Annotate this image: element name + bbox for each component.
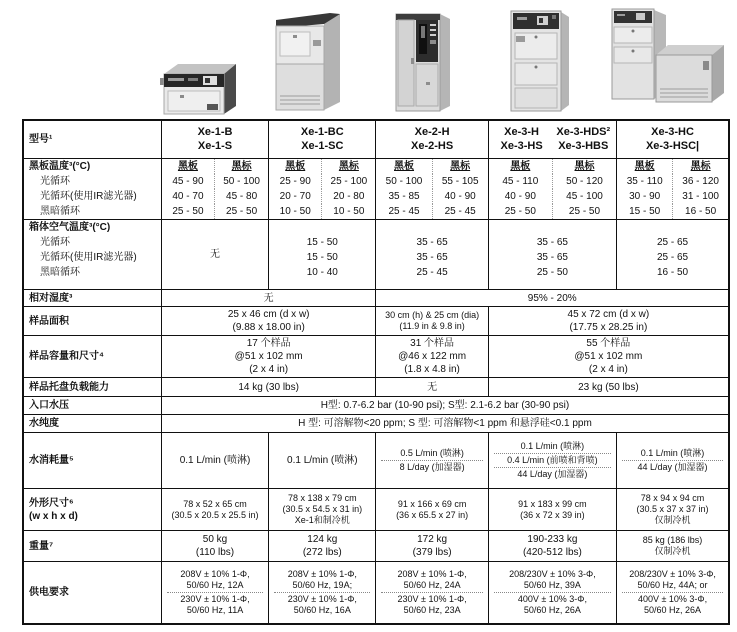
model-name: Xe-1-SC — [301, 140, 344, 153]
temp-value: 45 - 100 — [552, 189, 616, 204]
col-header-text: 黑板 — [177, 160, 198, 172]
temp-value: 16 - 50 — [617, 265, 729, 290]
temp-value: 45 - 110 — [488, 174, 552, 189]
value-line: 55 个样品 — [586, 338, 631, 349]
water-consumption-cell — [376, 433, 488, 489]
value-line: 仅制冷机 — [654, 515, 691, 525]
col-header — [617, 158, 673, 174]
value-line: 0.1 L/min (喷淋) — [179, 455, 251, 466]
value-line: 50/60 Hz, 26A — [644, 604, 702, 615]
row-label-light-cycle: 光循环 — [40, 237, 70, 248]
value-line: 172 kg — [417, 534, 448, 545]
value-line: 91 x 183 x 99 cm — [518, 498, 587, 509]
row-water-purity — [23, 415, 729, 433]
temp-value: 50 - 100 — [215, 174, 269, 189]
empty-cell — [269, 219, 376, 235]
col-header — [322, 158, 376, 174]
row-dimensions — [23, 489, 729, 531]
value-line: 50/60 Hz, 12A — [186, 579, 244, 590]
model-name: Xe-2-HS — [411, 140, 454, 153]
row-label-models: 型号¹ — [23, 120, 161, 158]
row-label-weight: 重量⁷ — [23, 531, 161, 562]
value-line: 50/60 Hz, 19A; — [292, 579, 353, 590]
temp-value: 45 - 80 — [215, 189, 269, 204]
water-purity-cell: H 型: 可溶解物<20 ppm; S 型: 可溶解物<1 ppm 和悬浮硅<0.1 ppm — [161, 415, 729, 433]
model-name: Xe-2-H — [414, 126, 450, 139]
empty-cell — [488, 219, 616, 235]
temp-value: 45 - 90 — [161, 174, 214, 189]
temp-value: 25 - 45 — [376, 204, 432, 220]
temp-value: 25 - 50 — [161, 204, 214, 220]
row-label-humidity: 相对湿度³ — [23, 290, 161, 307]
value-line: (17.75 x 28.25 in) — [569, 322, 648, 333]
temp-value: 15 - 50 — [269, 235, 376, 250]
col-header-text: 黑标 — [690, 160, 711, 172]
dotted-divider — [167, 592, 263, 593]
value-line: 400V ± 10% 3-Φ, — [517, 593, 587, 604]
inlet-pressure-cell: H型: 0.7-6.2 bar (10-90 psi); S型: 2.1-6.2 bar (30-90 psi) — [161, 397, 729, 415]
value-line: 0.1 L/min (喷淋) — [287, 455, 358, 466]
specimen-capacity-cell — [488, 336, 729, 378]
temp-value: 10 - 50 — [322, 204, 376, 220]
value-line: 208V ± 10% 1-Φ, — [287, 568, 357, 579]
row-weight — [23, 531, 729, 562]
value-line: 44 L/day (加湿器) — [517, 469, 588, 479]
value-line: 0.1 L/min (喷淋) — [520, 441, 585, 451]
value-line: 208/230V ± 10% 3-Φ, — [509, 568, 596, 579]
dimensions-cell — [161, 489, 268, 531]
temp-value: 35 - 65 — [376, 250, 488, 265]
dimensions-cell — [617, 489, 729, 531]
row-inlet-pressure — [23, 397, 729, 415]
temp-value: 36 - 120 — [673, 174, 729, 189]
row-airtemp-dark — [23, 265, 729, 290]
value-line: 仅制冷机 — [654, 546, 691, 556]
value-line: 85 kg (186 lbs) — [642, 535, 703, 545]
temp-value: 35 - 65 — [488, 250, 616, 265]
temp-value: 25 - 45 — [376, 265, 488, 290]
model-name: Xe-3-HC — [651, 126, 694, 139]
value-line: (30.5 x 20.5 x 25.5 in) — [171, 509, 259, 520]
row-blackpanel-header — [23, 158, 729, 174]
spec-table — [22, 119, 730, 625]
row-label-light-cycle: 光循环 — [40, 175, 70, 187]
dimensions-cell — [376, 489, 488, 531]
dotted-divider — [274, 592, 370, 593]
machine-photo-xe3-chamber — [503, 5, 575, 117]
product-photos-strip — [0, 0, 737, 119]
col-header-text: 黑板 — [285, 160, 306, 172]
temp-value: 15 - 50 — [269, 250, 376, 265]
temp-value: 31 - 100 — [673, 189, 729, 204]
col-header — [215, 158, 269, 174]
value-line: 50/60 Hz, 11A — [186, 604, 244, 615]
col-header-text: 黑标 — [574, 160, 595, 172]
model-name: Xe-1-S — [197, 140, 233, 153]
value-line: 50/60 Hz, 44A; or — [637, 579, 708, 590]
model-name: Xe-1-BC — [300, 126, 344, 139]
value-line: (11.9 in & 9.8 in) — [399, 321, 465, 331]
temp-value: 40 - 90 — [432, 189, 488, 204]
power-cell — [617, 562, 729, 624]
cell-models-xe1c — [269, 120, 376, 158]
model-name: Xe-3-HDS² — [556, 126, 611, 139]
row-label-specimen-area: 样品面积 — [23, 307, 161, 336]
value-line: 230V ± 10% 1-Φ, — [397, 593, 467, 604]
temp-value: 30 - 90 — [617, 189, 673, 204]
temp-value: 10 - 40 — [269, 265, 376, 290]
col-header — [161, 158, 214, 174]
weight-cell — [376, 531, 488, 562]
row-relative-humidity — [23, 290, 729, 307]
row-label-power: 供电要求 — [23, 562, 161, 624]
row-airtemp-header — [23, 219, 729, 235]
empty-cell — [376, 219, 488, 235]
humidity-range-cell: 95% - 20% — [376, 290, 729, 307]
row-water-consumption — [23, 433, 729, 489]
value-line: (379 lbs) — [412, 547, 452, 558]
row-label-water-purity: 水纯度 — [23, 415, 161, 433]
temp-value: 10 - 50 — [269, 204, 322, 220]
weight-cell — [161, 531, 268, 562]
dimensions-cell — [488, 489, 616, 531]
row-blackpanel-light-ir — [23, 189, 729, 204]
value-line: (420-512 lbs) — [522, 547, 582, 558]
row-tray-load — [23, 378, 729, 397]
dotted-divider — [381, 592, 482, 593]
model-name: Xe-3-HS — [500, 140, 543, 153]
model-name: Xe-3-HSC| — [645, 140, 700, 153]
col-header-text: 黑板 — [394, 160, 415, 172]
water-consumption-cell — [617, 433, 729, 489]
row-label-water-consumption: 水消耗量⁵ — [23, 433, 161, 489]
row-specimen-area — [23, 307, 729, 336]
humidity-none-cell: 无 — [161, 290, 376, 307]
temp-value: 50 - 100 — [376, 174, 432, 189]
temp-value: 35 - 65 — [488, 235, 616, 250]
dotted-divider — [622, 460, 723, 461]
power-cell — [269, 562, 376, 624]
value-line: 400V ± 10% 3-Φ, — [637, 593, 708, 604]
dimensions-cell — [269, 489, 376, 531]
machine-photo-xe2-chamber — [388, 8, 456, 118]
value-line: 50/60 Hz, 39A — [523, 579, 581, 590]
col-header-text: 黑标 — [338, 160, 359, 172]
col-header — [269, 158, 322, 174]
temp-value: 20 - 80 — [322, 189, 376, 204]
col-header — [376, 158, 432, 174]
tray-load-cell: 14 kg (30 lbs) — [161, 378, 376, 397]
value-line: 8 L/day (加湿器) — [399, 462, 465, 472]
value-line: 124 kg — [307, 534, 338, 545]
specimen-area-cell — [161, 307, 376, 336]
value-line: (36 x 65.5 x 27 in) — [396, 509, 469, 520]
temp-value: 40 - 70 — [161, 189, 214, 204]
tray-load-cell: 23 kg (50 lbs) — [488, 378, 729, 397]
temp-value: 25 - 50 — [552, 204, 616, 220]
value-line: 208V ± 10% 1-Φ, — [397, 568, 467, 579]
value-line: 50/60 Hz, 23A — [403, 604, 461, 615]
temp-value: 25 - 90 — [269, 174, 322, 189]
temp-value: 40 - 90 — [488, 189, 552, 204]
value-line: 190-233 kg — [527, 534, 578, 545]
row-label-blackpanel-temp: 黑板温度³(°C) — [23, 158, 161, 174]
cell-models-xe3 — [488, 120, 616, 158]
value-line: 0.4 L/min (前喷和背喷) — [507, 455, 598, 465]
power-cell — [161, 562, 268, 624]
temp-value: 25 - 65 — [617, 250, 729, 265]
row-models — [23, 120, 729, 158]
col-header — [673, 158, 729, 174]
cell-models-xe1 — [161, 120, 268, 158]
row-label-inlet-pressure: 入口水压 — [23, 397, 161, 415]
value-line: (2 x 4 in) — [249, 364, 289, 375]
value-line: 208V ± 10% 1-Φ, — [180, 568, 250, 579]
row-airtemp-light-ir — [23, 250, 729, 265]
value-line: 50/60 Hz, 24A — [403, 579, 461, 590]
value-line: 17 个样品 — [246, 338, 291, 349]
value-line: 45 x 72 cm (d x w) — [567, 309, 650, 320]
specimen-area-cell — [488, 307, 729, 336]
machine-photo-xe1c-with-chiller — [266, 8, 352, 116]
water-consumption-cell — [269, 433, 376, 489]
temp-value: 55 - 105 — [432, 174, 488, 189]
value-line: (110 lbs) — [195, 547, 235, 558]
weight-cell — [269, 531, 376, 562]
value-line: 44 L/day (加湿器) — [637, 462, 708, 472]
row-blackpanel-light — [23, 174, 729, 189]
machine-photo-xe1-benchtop — [158, 58, 242, 116]
value-line: 230V ± 10% 1-Φ, — [287, 593, 357, 604]
value-line: (2 x 4 in) — [588, 364, 628, 375]
temp-value: 25 - 45 — [432, 204, 488, 220]
row-label-dimensions — [23, 489, 161, 531]
row-label-dark-cycle: 黑暗循环 — [40, 267, 80, 278]
col-header-text: 黑板 — [634, 160, 655, 172]
power-cell — [376, 562, 488, 624]
machine-photo-xe3hc-with-chiller — [606, 5, 730, 119]
value-line: (1.8 x 4.8 in) — [404, 364, 460, 375]
temp-value: 25 - 50 — [215, 204, 269, 220]
airtemp-none-cell: 无 — [161, 219, 268, 290]
value-line: (w x h x d) — [29, 510, 78, 522]
temp-value: 35 - 85 — [376, 189, 432, 204]
value-line: 外形尺寸⁶ — [29, 497, 74, 509]
value-line: 230V ± 10% 1-Φ, — [180, 593, 250, 604]
dotted-divider — [494, 453, 611, 454]
temp-value: 35 - 65 — [376, 235, 488, 250]
value-line: (9.88 x 18.00 in) — [232, 322, 305, 333]
value-line: (272 lbs) — [302, 547, 342, 558]
tray-load-cell: 无 — [376, 378, 488, 397]
model-name: Xe-3-H — [504, 126, 539, 139]
temp-value: 16 - 50 — [673, 204, 729, 220]
value-line: (30.5 x 37 x 37 in) — [636, 504, 709, 514]
row-label-tray-load: 样品托盘负载能力 — [23, 378, 161, 397]
specimen-area-cell — [376, 307, 488, 336]
col-header-text: 黑标 — [231, 160, 252, 172]
water-consumption-cell — [488, 433, 616, 489]
temp-value: 25 - 50 — [488, 204, 552, 220]
value-line: 78 x 94 x 94 cm — [640, 493, 705, 503]
weight-cell — [617, 531, 729, 562]
dotted-divider — [494, 467, 611, 468]
model-name: Xe-3-HBS — [558, 140, 609, 153]
dotted-divider — [381, 460, 482, 461]
value-line: 50/60 Hz, 16A — [293, 604, 351, 615]
temp-value: 25 - 65 — [617, 235, 729, 250]
empty-cell — [617, 219, 729, 235]
value-line: @51 x 102 mm — [574, 351, 643, 362]
value-line: @46 x 122 mm — [398, 351, 467, 362]
weight-cell — [488, 531, 616, 562]
temp-value: 25 - 50 — [488, 265, 616, 290]
value-line: 78 x 138 x 79 cm — [288, 493, 357, 503]
value-line: 50/60 Hz, 26A — [523, 604, 581, 615]
model-name: Xe-1-B — [197, 126, 233, 139]
power-cell — [488, 562, 616, 624]
temp-value: 25 - 100 — [322, 174, 376, 189]
value-line: 30 cm (h) & 25 cm (dia) — [385, 310, 480, 320]
value-line: 208/230V ± 10% 3-Φ, — [629, 568, 716, 579]
value-line: 0.1 L/min (喷淋) — [640, 448, 705, 458]
row-label-airtemp: 箱体空气温度³(°C) — [23, 219, 161, 235]
value-line: 78 x 52 x 65 cm — [183, 498, 247, 509]
temp-value: 35 - 110 — [617, 174, 673, 189]
value-line: @51 x 102 mm — [234, 351, 303, 362]
row-airtemp-light — [23, 235, 729, 250]
row-power — [23, 562, 729, 624]
cell-models-xe3hc — [617, 120, 729, 158]
col-header-text: 黑标 — [450, 160, 471, 172]
value-line: 25 x 46 cm (d x w) — [227, 309, 310, 320]
value-line: Xe-1和制冷机 — [294, 515, 350, 525]
col-header — [488, 158, 552, 174]
value-line: (36 x 72 x 39 in) — [520, 509, 585, 520]
dotted-divider — [494, 592, 611, 593]
col-header-text: 黑板 — [510, 160, 531, 172]
value-line: 50 kg — [202, 534, 228, 545]
value-line: 91 x 166 x 69 cm — [397, 498, 467, 509]
specimen-capacity-cell — [161, 336, 376, 378]
dotted-divider — [622, 592, 723, 593]
temp-value: 15 - 50 — [617, 204, 673, 220]
col-header — [552, 158, 616, 174]
value-line: 0.5 L/min (喷淋) — [400, 448, 464, 458]
cell-models-xe2 — [376, 120, 488, 158]
row-blackpanel-dark — [23, 204, 729, 220]
row-label-light-cycle-ir: 光循环(使用IR滤光器) — [40, 190, 137, 202]
temp-value: 50 - 120 — [552, 174, 616, 189]
row-label-dark-cycle: 黑暗循环 — [40, 205, 80, 217]
col-header — [432, 158, 488, 174]
value-line: (30.5 x 54.5 x 31 in) — [282, 504, 363, 514]
specimen-capacity-cell — [376, 336, 488, 378]
row-label-light-cycle-ir: 光循环(使用IR滤光器) — [40, 252, 137, 263]
row-label-specimen-capacity: 样品容量和尺寸⁴ — [23, 336, 161, 378]
row-specimen-capacity — [23, 336, 729, 378]
value-line: 31 个样品 — [410, 338, 455, 349]
temp-value: 20 - 70 — [269, 189, 322, 204]
water-consumption-cell — [161, 433, 268, 489]
